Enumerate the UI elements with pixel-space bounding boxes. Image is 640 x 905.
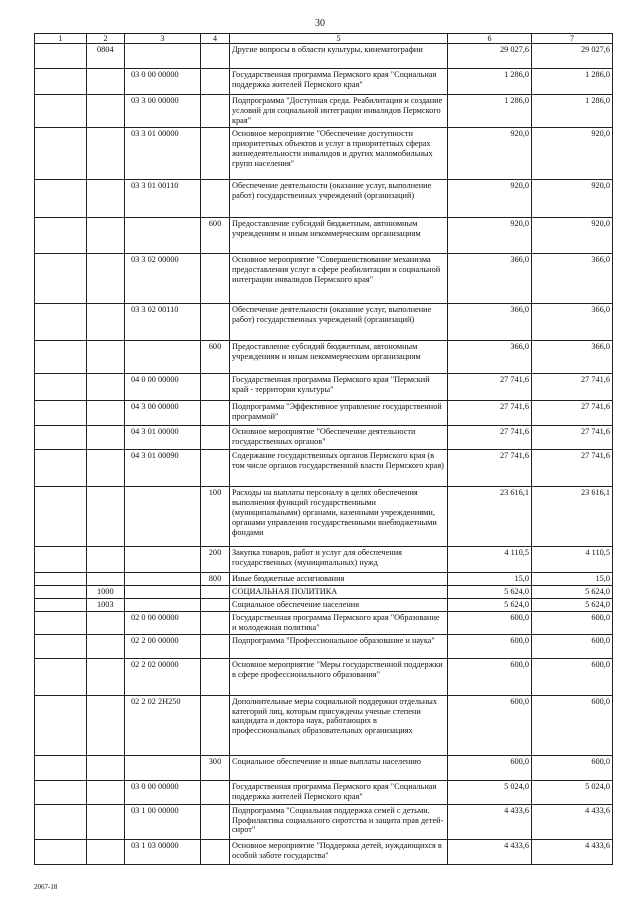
table-row [35,573,613,586]
amount-col7-cell: 5 024,0 [532,780,613,804]
section-cell [35,695,87,755]
subsection-cell [87,218,125,254]
expense-type-cell [201,95,230,128]
amount-col7-cell: 27 741,6 [532,401,613,426]
subsection-cell [87,69,125,95]
subsection-cell [87,95,125,128]
table-row [35,180,613,218]
expense-type-cell [201,426,230,450]
expense-type-cell [201,658,230,695]
amount-col6-cell: 600,0 [448,658,532,695]
target-code-cell [125,487,201,547]
subsection-cell [87,547,125,573]
section-cell [35,341,87,374]
amount-col6-cell: 920,0 [448,218,532,254]
table-row [35,658,613,695]
table-row [35,304,613,341]
section-cell [35,547,87,573]
target-code-cell [125,547,201,573]
subsection-cell: 1003 [87,599,125,612]
section-cell [35,487,87,547]
amount-col6-cell: 920,0 [448,180,532,218]
expense-type-cell: 800 [201,573,230,586]
subsection-cell [87,839,125,864]
item-name-cell: Основное мероприятие "Обеспечение доступности приоритетных объектов и услуг в приоритетных сферах жизнедеятельности инвалидов и других маломобильных групп населения" [230,128,448,180]
amount-col7-cell: 920,0 [532,218,613,254]
target-code-cell: 04 3 01 00000 [125,426,201,450]
item-name-cell: Государственная программа Пермского края "Пермский край - территория культуры" [230,374,448,401]
subsection-cell [87,254,125,304]
table-row [35,547,613,573]
amount-col7-cell: 600,0 [532,695,613,755]
section-cell [35,95,87,128]
amount-col6-cell: 1 286,0 [448,95,532,128]
item-name-cell: Государственная программа Пермского края "Социальная поддержка жителей Пермского края" [230,780,448,804]
expense-type-cell [201,450,230,487]
section-cell [35,804,87,839]
expense-type-cell [201,586,230,599]
amount-col7-cell: 1 286,0 [532,69,613,95]
item-name-cell: Предоставление субсидий бюджетным, автономным учреждениям и иным некоммерческим организациям [230,218,448,254]
column-header: 5 [230,34,448,44]
amount-col6-cell: 15,0 [448,573,532,586]
item-name-cell: Обеспечение деятельности (оказание услуг, выполнение работ) государственных учреждений (организаций) [230,304,448,341]
amount-col6-cell: 5 624,0 [448,586,532,599]
amount-col6-cell: 1 286,0 [448,69,532,95]
column-header: 2 [87,34,125,44]
subsection-cell [87,695,125,755]
page-number: 30 [315,18,325,29]
expense-type-cell [201,128,230,180]
amount-col7-cell: 366,0 [532,254,613,304]
item-name-cell: Содержание государственных органов Пермского края (в том числе органов государственной власти Пермского края) [230,450,448,487]
amount-col6-cell: 5 624,0 [448,599,532,612]
expense-type-cell [201,44,230,69]
amount-col6-cell: 600,0 [448,611,532,634]
header-row [35,34,613,44]
table-row [35,780,613,804]
expense-type-cell: 200 [201,547,230,573]
expense-type-cell [201,634,230,658]
item-name-cell: Подпрограмма "Эффективное управление государственной программой" [230,401,448,426]
table-row [35,487,613,547]
amount-col7-cell: 4 110,5 [532,547,613,573]
table-body [35,44,613,864]
target-code-cell: 04 3 00 00000 [125,401,201,426]
table-row [35,95,613,128]
amount-col6-cell: 366,0 [448,341,532,374]
section-cell [35,254,87,304]
target-code-cell: 02 0 00 00000 [125,611,201,634]
subsection-cell [87,341,125,374]
subsection-cell [87,450,125,487]
column-header: 7 [532,34,613,44]
budget-table [34,33,613,865]
target-code-cell: 03 0 00 00000 [125,780,201,804]
target-code-cell: 03 3 00 00000 [125,95,201,128]
amount-col7-cell: 5 624,0 [532,586,613,599]
item-name-cell: Основное мероприятие "Совершенствование механизма предоставления услуг в сфере реабилитации и социальной интеграции инвалидов Пермского края" [230,254,448,304]
column-header: 3 [125,34,201,44]
section-cell [35,426,87,450]
subsection-cell [87,487,125,547]
table-row [35,611,613,634]
column-header: 4 [201,34,230,44]
subsection-cell [87,755,125,780]
item-name-cell: СОЦИАЛЬНАЯ ПОЛИТИКА [230,586,448,599]
target-code-cell: 03 1 03 00000 [125,839,201,864]
expense-type-cell [201,304,230,341]
expense-type-cell [201,254,230,304]
table-row [35,839,613,864]
target-code-cell [125,218,201,254]
subsection-cell [87,401,125,426]
amount-col7-cell: 29 027,6 [532,44,613,69]
target-code-cell: 03 3 02 00110 [125,304,201,341]
expense-type-cell [201,69,230,95]
expense-type-cell [201,611,230,634]
table-row [35,44,613,69]
target-code-cell: 02 2 02 2Н250 [125,695,201,755]
table-row [35,755,613,780]
target-code-cell: 02 2 02 00000 [125,658,201,695]
item-name-cell: Подпрограмма "Доступная среда. Реабилитация и создание условий для социальной интеграции инвалидов Пермского края" [230,95,448,128]
subsection-cell: 0804 [87,44,125,69]
item-name-cell: Закупка товаров, работ и услуг для обеспечения государственных (муниципальных) нужд [230,547,448,573]
amount-col6-cell: 27 741,6 [448,401,532,426]
section-cell [35,586,87,599]
subsection-cell [87,128,125,180]
amount-col6-cell: 4 433,6 [448,804,532,839]
subsection-cell [87,180,125,218]
section-cell [35,304,87,341]
amount-col6-cell: 29 027,6 [448,44,532,69]
amount-col6-cell: 27 741,6 [448,426,532,450]
target-code-cell [125,755,201,780]
target-code-cell [125,44,201,69]
amount-col6-cell: 600,0 [448,755,532,780]
item-name-cell: Социальное обеспечение населения [230,599,448,612]
expense-type-cell [201,599,230,612]
amount-col7-cell: 5 624,0 [532,599,613,612]
amount-col6-cell: 600,0 [448,634,532,658]
amount-col7-cell: 1 286,0 [532,95,613,128]
expense-type-cell [201,780,230,804]
table-row [35,450,613,487]
section-cell [35,180,87,218]
amount-col6-cell: 27 741,6 [448,450,532,487]
amount-col6-cell: 920,0 [448,128,532,180]
target-code-cell: 03 3 01 00000 [125,128,201,180]
table-row [35,218,613,254]
amount-col7-cell: 366,0 [532,341,613,374]
item-name-cell: Государственная программа Пермского края "Социальная поддержка жителей Пермского края" [230,69,448,95]
table-row [35,599,613,612]
amount-col6-cell: 366,0 [448,304,532,341]
section-cell [35,634,87,658]
item-name-cell: Подпрограмма "Социальная поддержка семей с детьми. Профилактика социального сиротства и защита прав детей-сирот" [230,804,448,839]
item-name-cell: Основное мероприятие "Обеспечение деятельности государственных органов" [230,426,448,450]
section-cell [35,839,87,864]
amount-col6-cell: 4 110,5 [448,547,532,573]
target-code-cell: 03 1 00 00000 [125,804,201,839]
item-name-cell: Предоставление субсидий бюджетным, автономным учреждениям и иным некоммерческим организациям [230,341,448,374]
table-row [35,586,613,599]
expense-type-cell: 300 [201,755,230,780]
target-code-cell [125,573,201,586]
amount-col7-cell: 27 741,6 [532,374,613,401]
expense-type-cell [201,180,230,218]
target-code-cell: 02 2 00 00000 [125,634,201,658]
amount-col7-cell: 27 741,6 [532,450,613,487]
table-row [35,426,613,450]
section-cell [35,128,87,180]
expense-type-cell [201,839,230,864]
table-row [35,374,613,401]
target-code-cell [125,341,201,374]
target-code-cell [125,586,201,599]
item-name-cell: Социальное обеспечение и иные выплаты населению [230,755,448,780]
amount-col7-cell: 4 433,6 [532,839,613,864]
amount-col7-cell: 600,0 [532,611,613,634]
subsection-cell [87,426,125,450]
expense-type-cell: 600 [201,218,230,254]
subsection-cell [87,780,125,804]
section-cell [35,374,87,401]
table-row [35,254,613,304]
amount-col7-cell: 27 741,6 [532,426,613,450]
target-code-cell: 03 3 02 00000 [125,254,201,304]
table-row [35,341,613,374]
section-cell [35,44,87,69]
amount-col7-cell: 920,0 [532,128,613,180]
section-cell [35,573,87,586]
target-code-cell [125,599,201,612]
expense-type-cell [201,374,230,401]
table-row [35,69,613,95]
section-cell [35,69,87,95]
amount-col7-cell: 920,0 [532,180,613,218]
target-code-cell: 04 0 00 00000 [125,374,201,401]
column-header: 6 [448,34,532,44]
amount-col6-cell: 366,0 [448,254,532,304]
subsection-cell: 1000 [87,586,125,599]
subsection-cell [87,304,125,341]
table-row [35,128,613,180]
section-cell [35,755,87,780]
column-header: 1 [35,34,87,44]
item-name-cell: Другие вопросы в области культуры, кинематографии [230,44,448,69]
section-cell [35,658,87,695]
subsection-cell [87,804,125,839]
section-cell [35,401,87,426]
item-name-cell: Подпрограмма "Профессиональное образование и наука" [230,634,448,658]
expense-type-cell [201,695,230,755]
item-name-cell: Основное мероприятие "Поддержка детей, нуждающихся в особой заботе государства" [230,839,448,864]
amount-col7-cell: 600,0 [532,658,613,695]
amount-col7-cell: 23 616,1 [532,487,613,547]
target-code-cell: 03 3 01 00110 [125,180,201,218]
amount-col6-cell: 600,0 [448,695,532,755]
amount-col7-cell: 15,0 [532,573,613,586]
amount-col7-cell: 600,0 [532,755,613,780]
subsection-cell [87,374,125,401]
item-name-cell: Дополнительные меры социальной поддержки отдельных категорий лиц, которым присуждены ученые степени кандидата и доктора наук, работающих в профессиональных образовательных организациях [230,695,448,755]
expense-type-cell [201,804,230,839]
subsection-cell [87,634,125,658]
item-name-cell: Расходы на выплаты персоналу в целях обеспечения выполнения функций государственными (муниципальными) органами, казенными учреждениями, органами управления государственными внебюджетными фондами [230,487,448,547]
section-cell [35,450,87,487]
section-cell [35,218,87,254]
subsection-cell [87,658,125,695]
amount-col6-cell: 27 741,6 [448,374,532,401]
expense-type-cell: 100 [201,487,230,547]
table-row [35,634,613,658]
item-name-cell: Обеспечение деятельности (оказание услуг, выполнение работ) государственных учреждений (организаций) [230,180,448,218]
section-cell [35,611,87,634]
amount-col6-cell: 5 024,0 [448,780,532,804]
item-name-cell: Иные бюджетные ассигнования [230,573,448,586]
amount-col6-cell: 4 433,6 [448,839,532,864]
target-code-cell: 03 0 00 00000 [125,69,201,95]
table-row [35,695,613,755]
table-row [35,804,613,839]
table-row [35,401,613,426]
footer-code: 2067-18 [34,883,58,891]
amount-col7-cell: 600,0 [532,634,613,658]
subsection-cell [87,611,125,634]
amount-col7-cell: 366,0 [532,304,613,341]
subsection-cell [87,573,125,586]
amount-col7-cell: 4 433,6 [532,804,613,839]
expense-type-cell [201,401,230,426]
section-cell [35,599,87,612]
section-cell [35,780,87,804]
expense-type-cell: 600 [201,341,230,374]
item-name-cell: Основное мероприятие "Меры государственной поддержки в сфере профессионального образования" [230,658,448,695]
amount-col6-cell: 23 616,1 [448,487,532,547]
target-code-cell: 04 3 01 00090 [125,450,201,487]
item-name-cell: Государственная программа Пермского края "Образование и молодежная политика" [230,611,448,634]
